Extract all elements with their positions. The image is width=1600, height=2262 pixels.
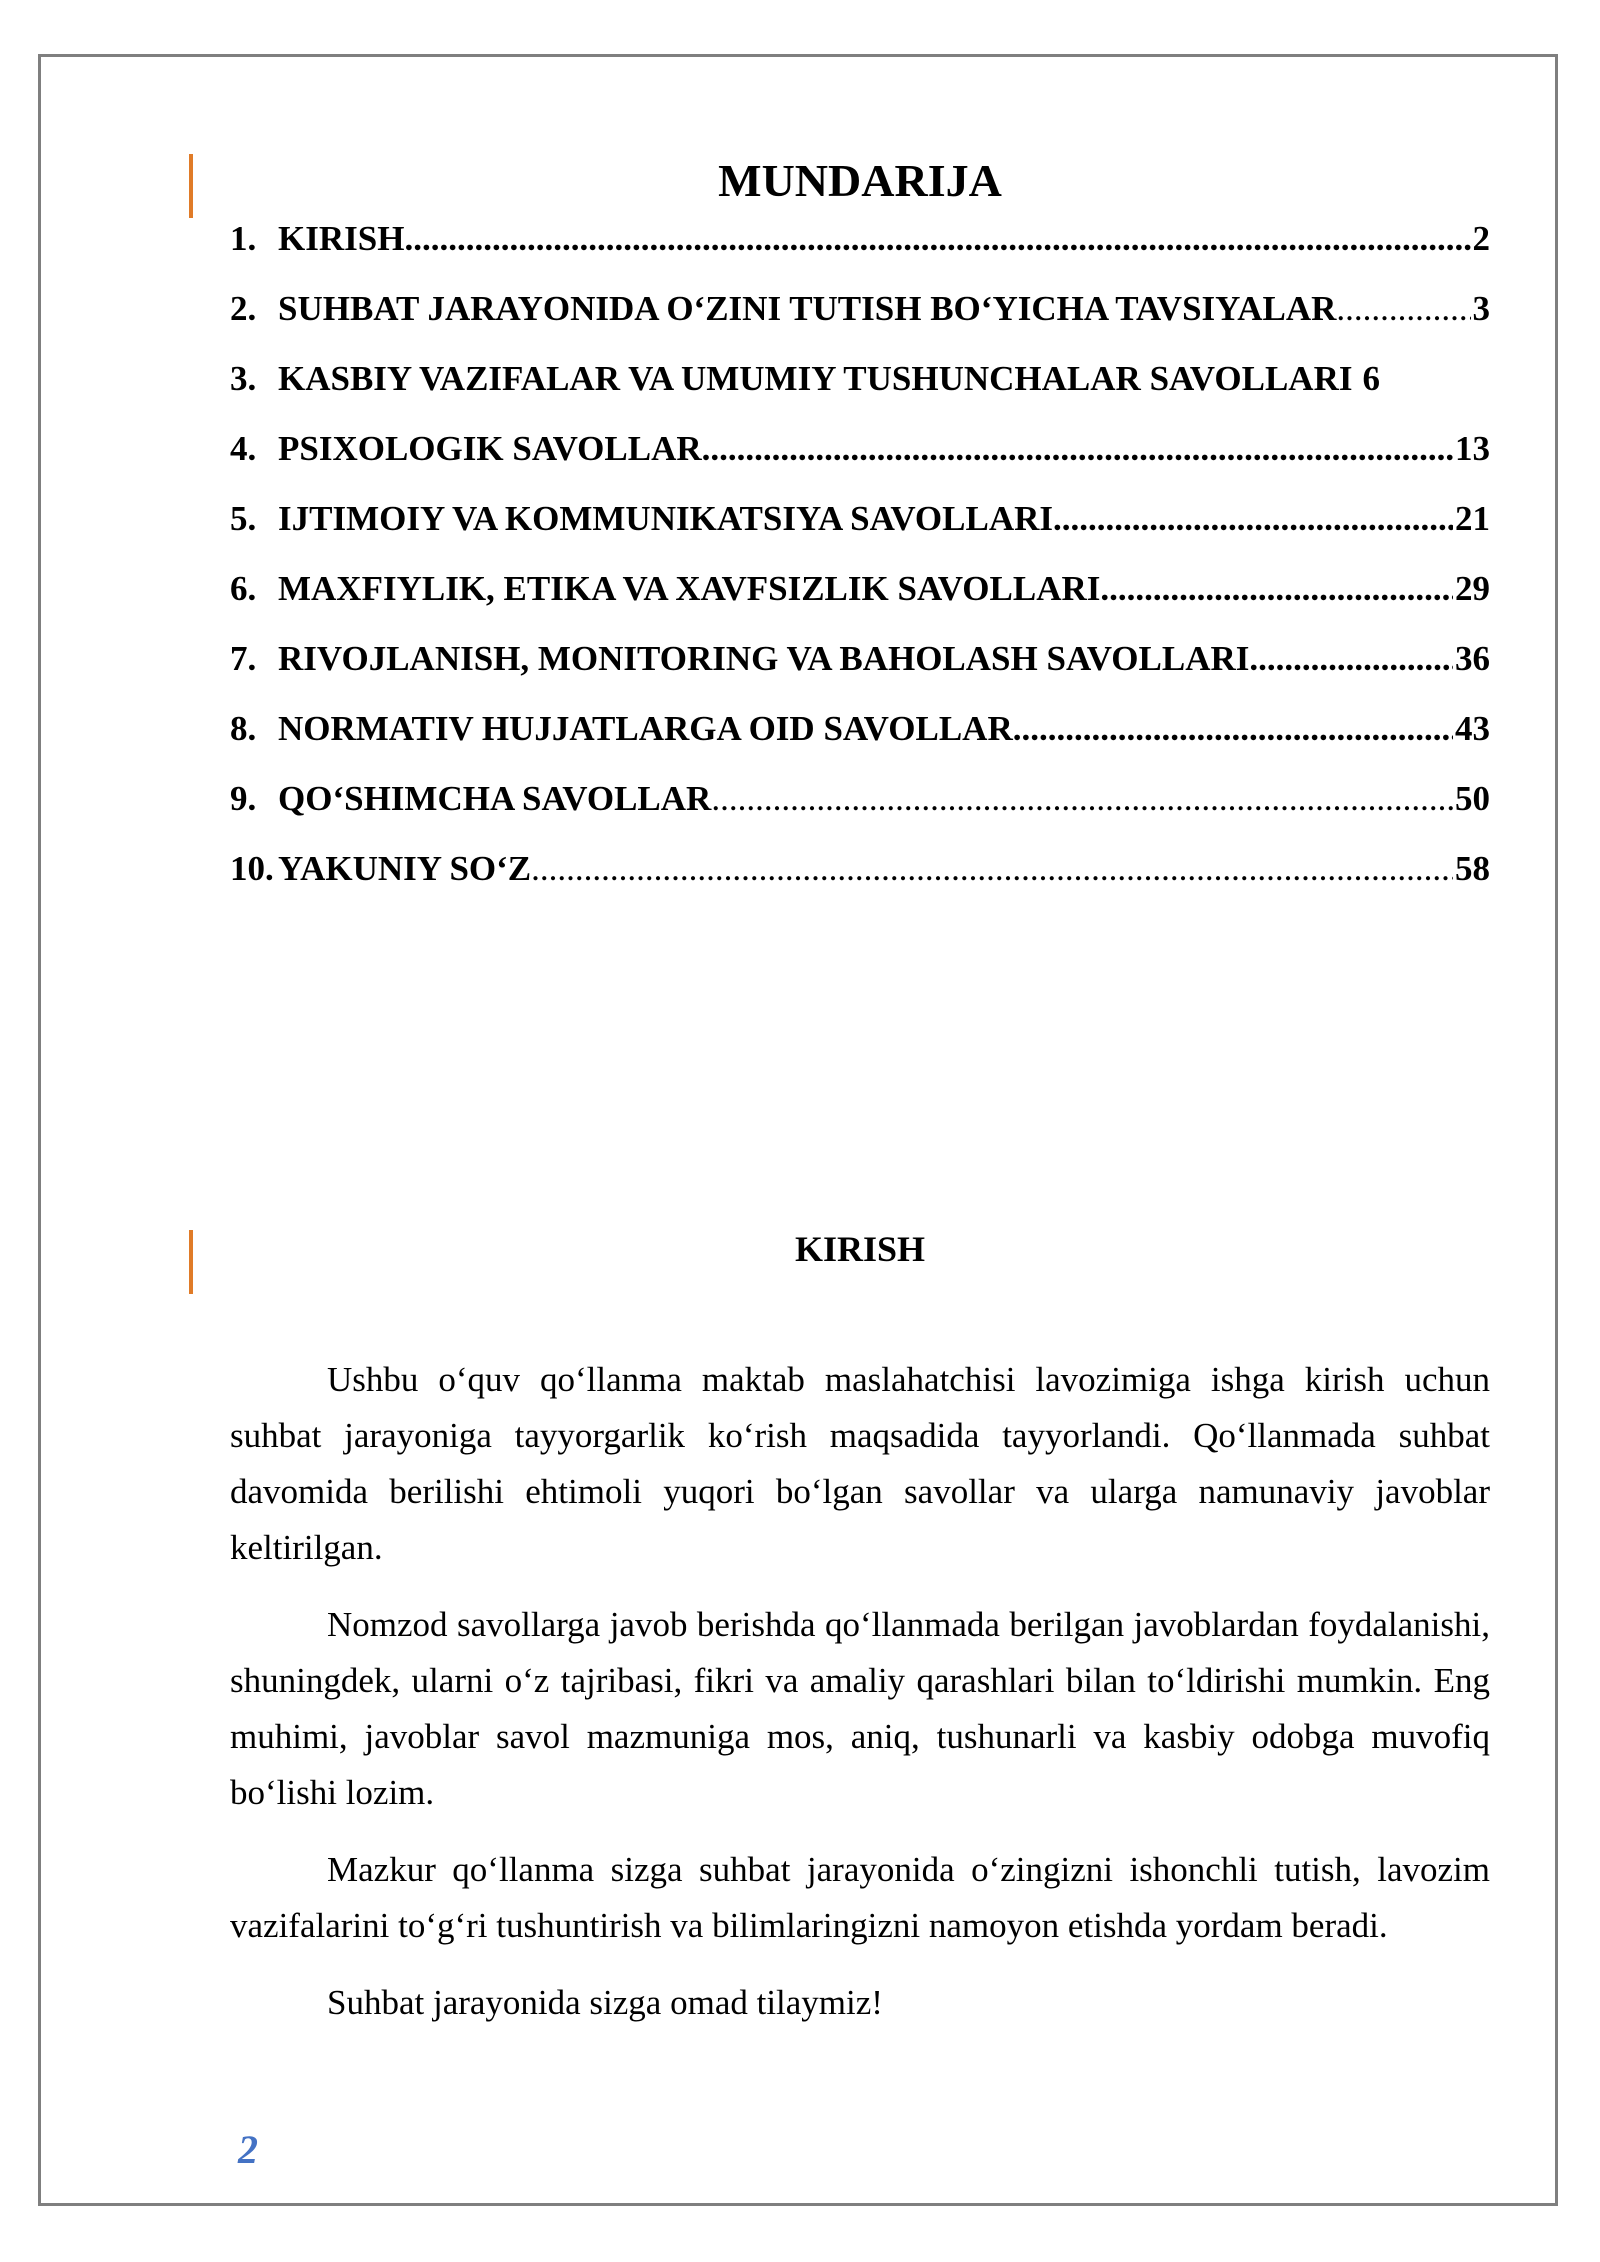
toc-item-title: MAXFIYLIK, ETIKA VA XAVFSIZLIK SAVOLLARI [278, 569, 1101, 608]
toc-item-page: 50 [1455, 779, 1490, 818]
body-paragraph: Suhbat jarayonida sizga omad tilaymiz! [327, 1983, 883, 2022]
toc-item-page: 58 [1455, 849, 1490, 888]
section-marker [189, 154, 193, 218]
toc-item-5[interactable] [230, 492, 1490, 562]
toc-item-1[interactable] [230, 212, 1490, 282]
toc-item-page: 29 [1455, 569, 1490, 608]
toc-item-9[interactable] [230, 772, 1490, 842]
toc-item-7[interactable] [230, 632, 1490, 702]
body-paragraph: Mazkur qo‘llanma sizga suhbat jarayonida o‘zingizni ishonchli tutish, lavozim vazifalarini to‘g‘ri tushuntirish va bilimlaringizni namoyon etishda yordam beradi. [230, 1850, 1490, 1945]
toc-item-number: 3. [230, 359, 257, 398]
toc-item-page: 6 [1362, 359, 1380, 398]
toc-item-number: 8. [230, 709, 257, 748]
toc-title: MUNDARIJA [718, 155, 1002, 206]
toc-item-page: 36 [1455, 639, 1490, 678]
page-number: 2 [238, 2127, 258, 2172]
toc-item-number: 7. [230, 639, 257, 678]
toc-item-number: 9. [230, 779, 257, 818]
toc-item-page: 2 [1472, 219, 1490, 258]
toc-item-8[interactable] [230, 702, 1490, 772]
body-paragraph: Nomzod savollarga javob berishda qo‘llanmada berilgan javoblardan foydalanishi, shuningdek, ularni o‘z tajribasi, fikri va amaliy qarashlari bilan to‘ldirishi mumkin. Eng muhimi, javoblar savol mazmuniga mos, aniq, tushunarli va kasbiy odobga muvofiq bo‘lishi lozim. [230, 1605, 1490, 1812]
toc-item-title: KASBIY VAZIFALAR VA UMUMIY TUSHUNCHALAR SAVOLLARI [278, 359, 1353, 398]
toc-item-title: IJTIMOIY VA KOMMUNIKATSIYA SAVOLLARI [278, 499, 1053, 538]
toc-dot-leader [1336, 282, 1470, 336]
toc-item-page: 21 [1455, 499, 1490, 538]
toc-item-page: 3 [1472, 289, 1490, 328]
toc-item-title: KIRISH [278, 219, 405, 258]
toc-item-title: SUHBAT JARAYONIDA O‘ZINI TUTISH BO‘YICHA TAVSIYALAR [278, 289, 1337, 328]
toc-item-10[interactable] [230, 842, 1490, 912]
section-body [230, 1352, 1490, 2052]
toc-item-number: 10. [230, 849, 274, 888]
toc-item-number: 6. [230, 569, 257, 608]
section-heading: KIRISH [794, 1229, 926, 1269]
toc-item-page: 43 [1455, 709, 1490, 748]
toc-item-title: RIVOJLANISH, MONITORING VA BAHOLASH SAVOLLARI [278, 639, 1250, 678]
toc-item-title: YAKUNIY SO‘Z [278, 849, 532, 888]
toc-dot-leader [404, 212, 1470, 266]
toc-item-title: NORMATIV HUJJATLARGA OID SAVOLLAR [278, 709, 1013, 748]
toc-dot-leader [1249, 632, 1453, 686]
toc-dot-leader [1053, 492, 1453, 546]
toc-item-number: 1. [230, 219, 257, 258]
toc-dot-leader [1013, 702, 1453, 756]
table-of-contents [230, 212, 1490, 912]
toc-dot-leader [1100, 562, 1453, 616]
toc-dot-leader [702, 422, 1453, 476]
toc-item-3[interactable] [230, 352, 1490, 422]
toc-item-number: 2. [230, 289, 257, 328]
toc-dot-leader [711, 772, 1453, 826]
toc-item-page: 13 [1455, 429, 1490, 468]
section-marker [189, 1230, 193, 1294]
toc-item-4[interactable] [230, 422, 1490, 492]
toc-item-title: PSIXOLOGIK SAVOLLAR [278, 429, 702, 468]
body-paragraph: Ushbu o‘quv qo‘llanma maktab maslahatchisi lavozimiga ishga kirish uchun suhbat jarayoniga tayyorgarlik ko‘rish maqsadida tayyorlandi. Qo‘llanmada suhbat davomida berilishi ehtimoli yuqori bo‘lgan savollar va ularga namunaviy javoblar keltirilgan. [230, 1360, 1490, 1567]
toc-dot-leader [531, 842, 1453, 896]
toc-item-number: 5. [230, 499, 257, 538]
toc-item-6[interactable] [230, 562, 1490, 632]
toc-item-title: QO‘SHIMCHA SAVOLLAR [278, 779, 712, 818]
toc-item-number: 4. [230, 429, 257, 468]
toc-item-2[interactable] [230, 282, 1490, 352]
